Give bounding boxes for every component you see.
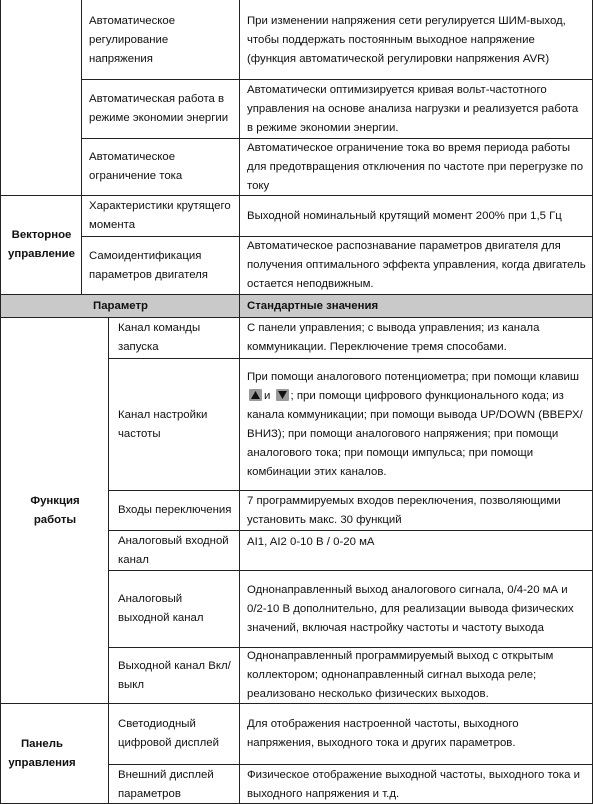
grid-line: [81, 138, 593, 139]
param-value: [240, 648, 592, 703]
grid-line: [108, 570, 593, 571]
section-title-operation: [1, 318, 109, 703]
param-value: [240, 80, 592, 138]
column-header-param: [1, 295, 240, 317]
param-value-text: Выходной номинальный крутящий момент 200% при 1,5 Гц: [247, 209, 562, 222]
freq-text-after: ; при помощи цифрового функционального кода; из канала коммуникации; при помощи вывода UP/DOWN (ВВЕРХ/ВНИЗ); при помощи аналогового напряжения; при помощи аналогового тока; при помощи импульса; при помощи комбинации этих каналов.: [247, 389, 583, 478]
column-header-param-text: Параметр: [93, 299, 148, 312]
param-value: [240, 237, 592, 294]
param-name: [82, 196, 240, 236]
param-name-text: Автоматическое ограничение тока: [89, 151, 183, 182]
param-name-text: Аналоговый входной канал: [118, 534, 229, 566]
param-name-text: Аналоговый выходной канал: [118, 593, 204, 624]
param-value-text: Автоматическое распознавание параметров двигателя для получения оптимального эффекта управления, когда двигатель остается неподвижным.: [247, 240, 586, 290]
grid-line: [0, 195, 593, 196]
grid-line: [239, 0, 240, 804]
param-value-text: При изменении напряжения сети регулируется ШИМ-выход, чтобы поддержать постоянным выходное напряжение (функция автоматической регулировки напряжения AVR): [247, 15, 566, 65]
param-value: [240, 196, 592, 236]
param-name: [82, 80, 240, 138]
param-value: [240, 139, 592, 195]
down-triangle-key-icon: [276, 389, 289, 401]
param-name-text: Канал настройки частоты: [118, 408, 208, 440]
param-value-text: Автоматическое ограничение тока во время периода работы для предотвращения отключения по частоте при перегрузке по току: [247, 141, 584, 192]
grid-line: [108, 530, 593, 531]
param-name: [109, 571, 240, 647]
param-name-text: Светодиодный цифровой дисплей: [118, 718, 219, 749]
param-name: [109, 318, 240, 358]
column-header-std-text: Стандартные значения: [247, 299, 379, 312]
grid-line: [81, 79, 593, 80]
param-value-text: Физическое отображение выходной частоты, выходного тока и выходного напряжения и т.д.: [247, 768, 580, 800]
section-title-control-panel: [1, 704, 109, 804]
param-name: [82, 3, 240, 78]
section-title-text: Панель управления: [8, 738, 76, 769]
grid-line: [108, 764, 593, 765]
param-value: [240, 704, 592, 764]
param-value: [240, 531, 592, 570]
freq-and: и: [264, 389, 271, 402]
param-name: [109, 648, 240, 703]
up-triangle-key-icon: [249, 389, 262, 401]
param-value-text: Для отображения настроенной частоты, выходного напряжения, выходного тока и других параметров.: [247, 718, 519, 749]
param-value-text: AI1, AI2 0-10 В / 0-20 мА: [247, 536, 375, 548]
param-value: [240, 3, 592, 78]
section-title-text: Векторное управление: [8, 229, 75, 260]
grid-line: [108, 490, 593, 491]
grid-line: [0, 0, 1, 804]
param-value-text: Автоматически оптимизируется кривая вольт-частотного управления на основе анализа нагрузки и реализуется работа в режиме экономии энергии.: [247, 83, 579, 134]
grid-line: [108, 647, 593, 648]
param-value-text: [247, 368, 586, 482]
param-value-text: 7 программируемых входов переключения, позволяющими установить макс. 30 функций: [247, 494, 561, 526]
param-name-text: Внешний дисплей параметров: [118, 768, 214, 800]
param-value: [240, 318, 592, 358]
param-name-text: Канал команды запуска: [118, 322, 201, 353]
freq-text-before: При помощи аналогового потенциометра; при помощи клавиш: [247, 370, 580, 383]
param-name-text: Автоматическая работа в режиме экономии энергии: [89, 93, 229, 124]
grid-line: [0, 703, 593, 704]
param-name: [109, 531, 240, 570]
section-title-text: Функция работы: [30, 494, 80, 526]
param-value: [240, 765, 592, 804]
grid-line: [81, 0, 82, 295]
grid-line: [0, 294, 593, 295]
param-value-text: Однонаправленный программируемый выход с открытым коллектором; однонаправленный сигнал выхода реле; реализовано несколько физических выходов.: [247, 650, 554, 700]
section-title-vector-control: [1, 196, 82, 294]
grid-line: [108, 318, 109, 804]
param-name: [109, 359, 240, 490]
param-name-text: Характеристики крутящего момента: [89, 200, 231, 231]
param-value: [240, 491, 592, 530]
param-name: [109, 765, 240, 804]
param-value: [240, 571, 592, 647]
param-name: [109, 491, 240, 530]
param-name-text: Выходной канал Вкл/выкл: [118, 659, 231, 691]
grid-line: [108, 358, 593, 359]
param-name: [82, 139, 240, 195]
grid-line: [0, 317, 593, 318]
param-value: [240, 359, 592, 490]
param-name-text: Входы переключения: [118, 504, 232, 516]
param-name-text: Автоматическое регулирование напряжения: [89, 15, 176, 65]
param-name: [82, 237, 240, 294]
grid-line: [81, 236, 593, 237]
param-name: [109, 704, 240, 764]
param-name-text: Самоидентификация параметров двигателя: [89, 249, 208, 281]
column-header-std: [240, 295, 592, 317]
param-value-text: С панели управления; с вывода управления; из канала коммуникации. Переключение тремя способами.: [247, 322, 540, 353]
param-value-text: Однонаправленный выход аналогового сигнала, 0/4-20 мА и 0/2-10 В дополнительно, для реализации вывода физических значений, включая настройку частоты и частоту выхода: [247, 583, 574, 634]
